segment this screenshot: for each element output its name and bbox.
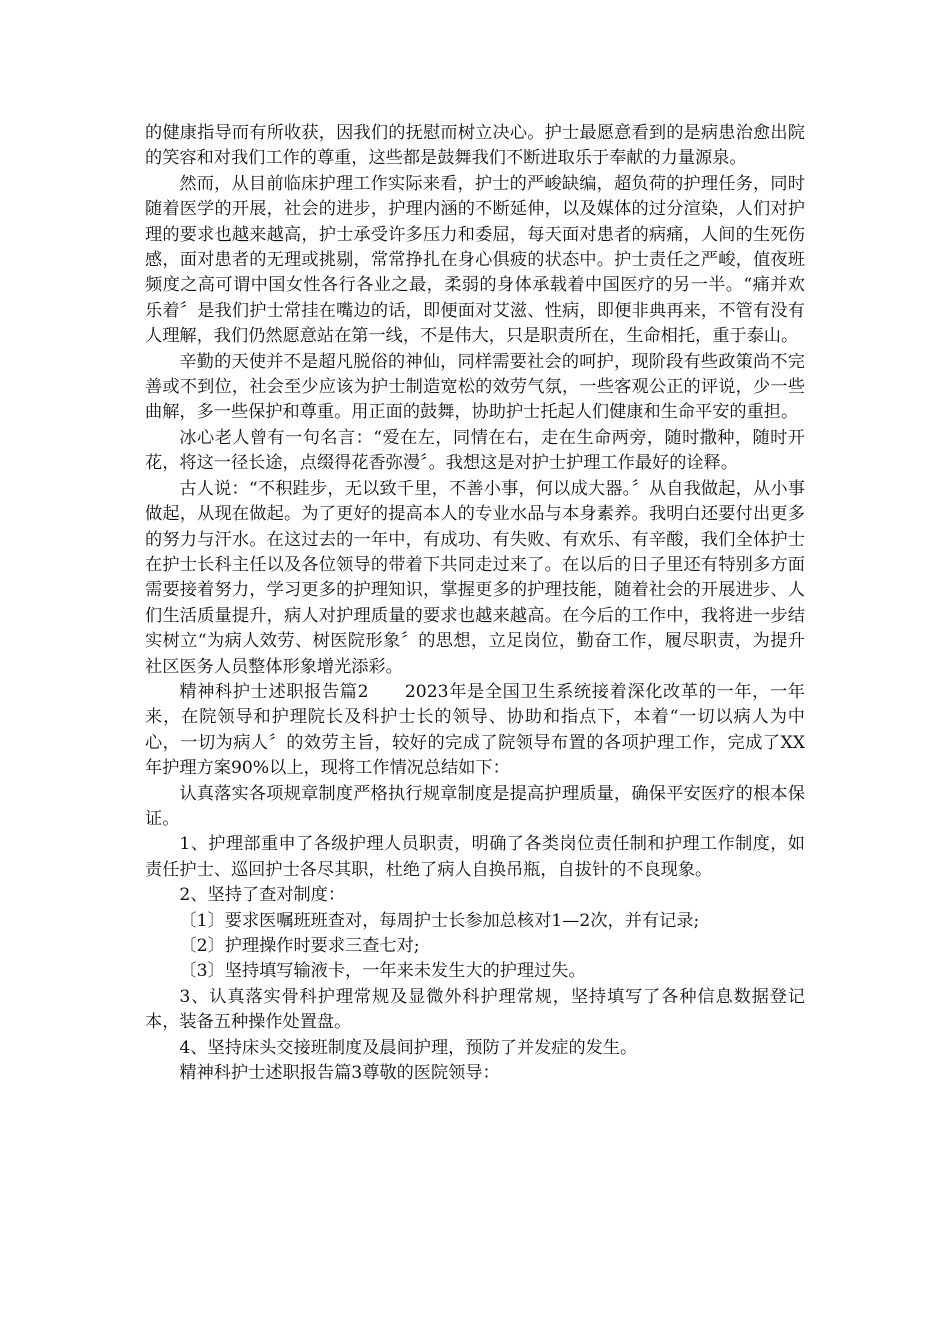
paragraph-nurse-shortage: 然而，从目前临床护理工作实际来看，护士的严峻缺编，超负荷的护理任务，同时随着医学的开展，社会的进步，护理内涵的不断延伸，以及媒体的过分渲染，人们对护理的要求也越来越高，护士承受许多压力和委屈，每天面对患者的病痛，人间的生死伤感，面对患者的无理或挑剔，常常挣扎在身心俱疲的状态中。护士责任之严峻，值夜班频度之高可谓中国女性各行各业之最，柔弱的身体承载着中国医疗的另一半。“痛并欢乐着〞是我们护士常挂在嘴边的话，即便面对艾滋、性病，即便非典再来，不管有没有人理解，我们仍然愿意站在第一线，不是伟大，只是职责所在，生命相托，重于泰山。 [145, 173, 805, 347]
sub-item-1: 〔1〕要求医嘱班班查对，每周护士长参加总核对1—2次，并有记录; [179, 910, 700, 931]
list-item-4: 4、坚持床头交接班制度及晨间护理，预防了并发症的发生。 [179, 1037, 638, 1058]
list-item-3: 3、认真落实骨科护理常规及显微外科护理常规，坚持填写了各种信息数据登记本，装备五种操作处置盘。 [145, 986, 805, 1033]
paragraph-report-2-intro: 精神科护士述职报告篇2 2023年是全国卫生系统接着深化改革的一年，一年来，在院领导和护理院长及科护士长的领导、协助和指点下，本着“一切以病人为中心，一切为病人〞的效劳主旨，较好的完成了院领导布置的各项护理工作，完成了XX年护理方案90%以上，现将工作情况总结如下： [145, 681, 805, 779]
list-item-1: 1、护理部重申了各级护理人员职责，明确了各类岗位责任制和护理工作制度，如责任护士、巡回护士各尽其职，杜绝了病人自换吊瓶，自拔针的不良现象。 [145, 834, 805, 880]
document-body [145, 121, 805, 1086]
paragraph-report-3-heading: 精神科护士述职报告篇3尊敬的医院领导： [179, 1063, 500, 1084]
paragraph-ancient-saying: 古人说：“不积跬步，无以致千里，不善小事，何以成大器。〞从自我做起，从小事做起，从现在做起。为了更好的提高本人的专业水品与本身素养。我明白还要付出更多的努力与汗水。在这过去的一年中，有成功、有失败、有欢乐、有辛酸，我们全体护士在护士长科主任以及各位领导的带着下共同走过来了。在以后的日子里还有特别多方面需要接着努力，学习更多的护理知识，掌握更多的护理技能，随着社会的开展进步、人们生活质量提升，病人对护理质量的要求也越来越高。在今后的工作中，我将进一步结实树立“为病人效劳、树医院形象〞的思想，立足岗位，勤奋工作，履尽职责，为提升社区医务人员整体形象增光添彩。 [145, 478, 805, 677]
list-item-2: 2、坚持了查对制度： [179, 885, 346, 906]
sub-item-2: 〔2〕护理操作时要求三查七对; [179, 936, 420, 956]
paragraph-social-care: 辛勤的天使并不是超凡脱俗的神仙，同样需要社会的呵护，现阶段有些政策尚不完善或不到位，社会至少应该为护士制造宽松的效劳气氛，一些客观公正的评说，少一些曲解，多一些保护和尊重。用正面的鼓舞，协助护士托起人们健康和生命平安的重担。 [145, 351, 805, 423]
paragraph-bingxin-quote: 冰心老人曾有一句名言：“爱在左，同情在右，走在生命两旁，随时撒种，随时开花，将这一径长途，点缀得花香弥漫〞。我想这是对护士护理工作最好的诠释。 [145, 427, 805, 474]
sub-item-3: 〔3〕坚持填写输液卡，一年来未发生大的护理过失。 [179, 961, 586, 982]
paragraph-rules: 认真落实各项规章制度严格执行规章制度是提高护理质量，确保平安医疗的根本保证。 [145, 783, 805, 829]
paragraph-continuation: 的健康指导而有所收获，因我们的抚慰而树立决心。护士最愿意看到的是病患治愈出院的笑容和对我们工作的尊重，这些都是鼓舞我们不断进取乐于奉献的力量源泉。 [145, 123, 805, 169]
